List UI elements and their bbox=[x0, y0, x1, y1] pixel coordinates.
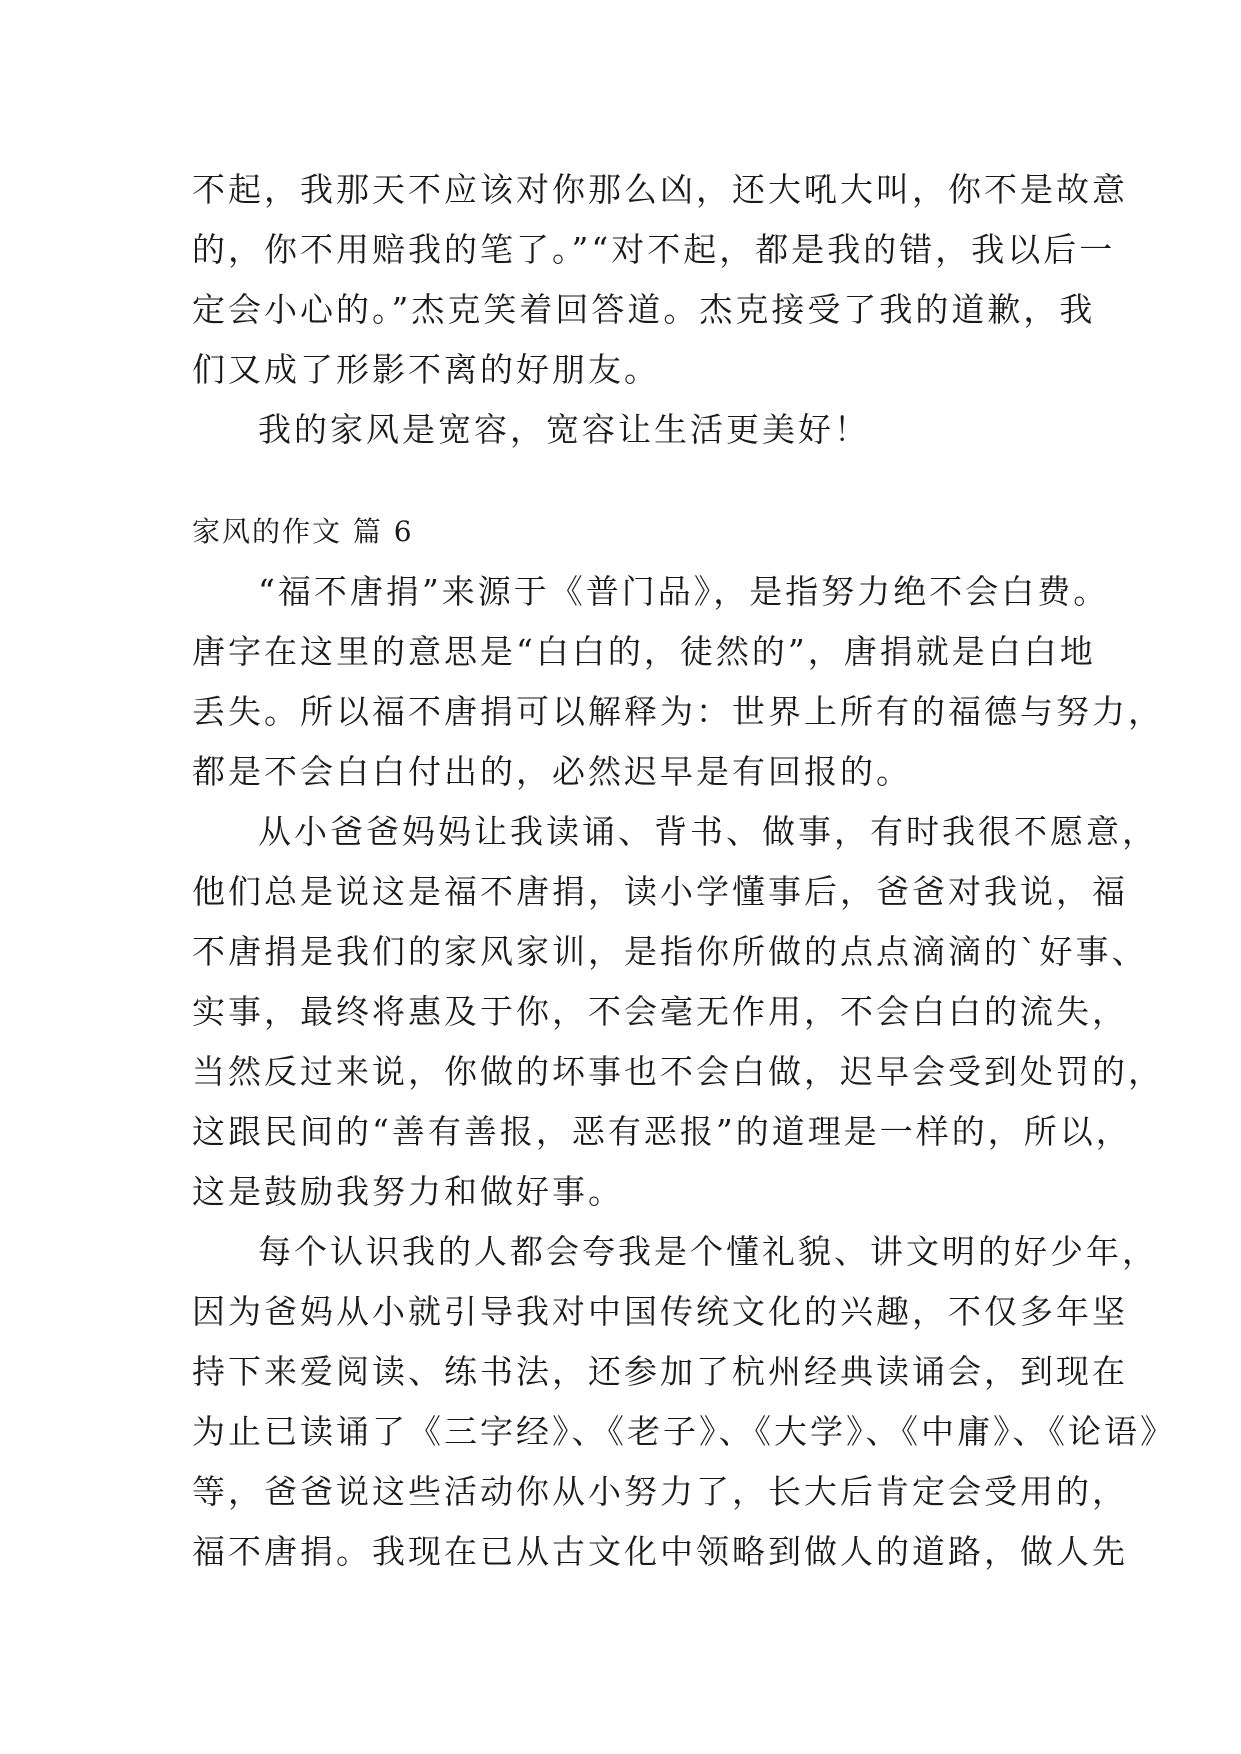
text-line: 定会小心的。”杰克笑着回答道。杰克接受了我的道歉，我 bbox=[192, 290, 1096, 329]
text-line: “福不唐捐”来源于《普门品》，是指努力绝不会白费。 bbox=[258, 572, 1110, 611]
text-line: 为止已读诵了《三字经》、《老子》、《大学》、《中庸》、《论语》 bbox=[192, 1412, 1176, 1451]
section-gap bbox=[192, 460, 1052, 502]
text-line: 都是不会白白付出的，必然迟早是有回报的。 bbox=[192, 752, 912, 791]
paragraph-conclusion bbox=[192, 400, 1052, 460]
text-line: 因为爸妈从小就引导我对中国传统文化的兴趣，不仅多年坚 bbox=[192, 1292, 1128, 1331]
text-line: 不唐捐是我们的家风家训，是指你所做的点点滴滴的`好事、 bbox=[192, 932, 1148, 971]
text-line: 福不唐捐。我现在已从古文化中领略到做人的道路，做人先 bbox=[192, 1532, 1128, 1571]
text-line: 的，你不用赔我的笔了。”“对不起，都是我的错，我以后一 bbox=[192, 230, 1116, 269]
section-heading: 家风的作文 篇 6 bbox=[192, 515, 414, 548]
paragraph bbox=[192, 562, 1164, 802]
text-line: 当然反过来说，你做的坏事也不会白做，迟早会受到处罚的， bbox=[192, 1052, 1164, 1091]
text-line: 们又成了形影不离的好朋友。 bbox=[192, 350, 660, 389]
text-line: 实事，最终将惠及于你，不会毫无作用，不会白白的流失， bbox=[192, 992, 1128, 1031]
text-line: 从小爸爸妈妈让我读诵、背书、做事，有时我很不愿意， bbox=[258, 812, 1158, 851]
paragraph-continued bbox=[192, 160, 1128, 400]
text-line: 每个认识我的人都会夸我是个懂礼貌、讲文明的好少年， bbox=[258, 1232, 1158, 1271]
text-line: 丢失。所以福不唐捐可以解释为：世界上所有的福德与努力， bbox=[192, 692, 1164, 731]
text-line: 这跟民间的“善有善报，恶有恶报”的道理是一样的，所以， bbox=[192, 1112, 1132, 1151]
text-line: 等，爸爸说这些活动你从小努力了，长大后肯定会受用的， bbox=[192, 1472, 1128, 1511]
text-line: 不起，我那天不应该对你那么凶，还大吼大叫，你不是故意 bbox=[192, 170, 1128, 209]
document-page bbox=[192, 160, 1176, 1582]
text-line: 我的家风是宽容，宽容让生活更美好！ bbox=[258, 410, 870, 449]
text-line: 他们总是说这是福不唐捐，读小学懂事后，爸爸对我说，福 bbox=[192, 872, 1128, 911]
text-line: 持下来爱阅读、练书法，还参加了杭州经典读诵会，到现在 bbox=[192, 1352, 1128, 1391]
paragraph bbox=[192, 1222, 1176, 1582]
text-line: 唐字在这里的意思是“白白的，徒然的”，唐捐就是白白地 bbox=[192, 632, 1096, 671]
paragraph bbox=[192, 802, 1164, 1222]
text-line: 这是鼓励我努力和做好事。 bbox=[192, 1172, 624, 1211]
